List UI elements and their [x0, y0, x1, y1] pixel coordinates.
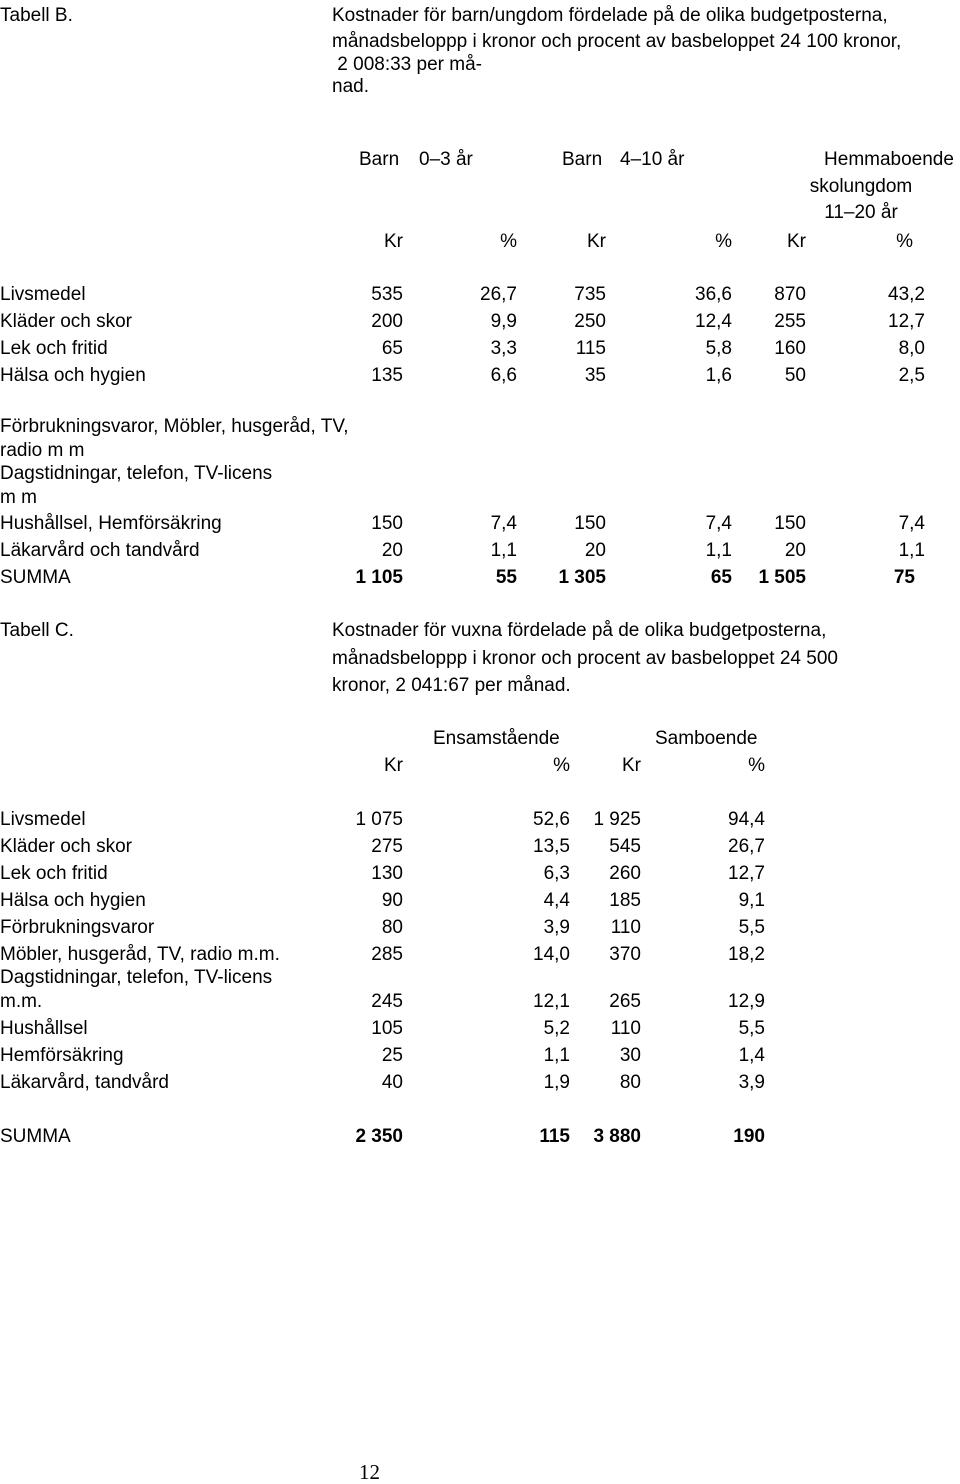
cell: 160 [774, 338, 806, 359]
cell: 1,6 [705, 365, 732, 386]
cell: 1 075 [355, 809, 403, 830]
group-header-line: Hemmaboende [824, 149, 954, 170]
cell: 150 [574, 513, 606, 534]
unit-header: Kr [787, 231, 806, 252]
cell: 115 [539, 1126, 570, 1147]
group-header-line: 11–20 år [824, 202, 898, 223]
cell: 1,1 [898, 540, 925, 561]
row-label: Möbler, husgeråd, TV, radio m.m. [0, 944, 280, 965]
cell: 1,1 [543, 1045, 570, 1066]
cell: 110 [610, 917, 641, 938]
cell: 40 [381, 1072, 403, 1093]
cell: 18,2 [728, 944, 765, 965]
cell: 150 [371, 513, 403, 534]
cell: 5,5 [738, 1018, 765, 1039]
cell: 80 [381, 917, 403, 938]
cell: 12,7 [728, 863, 765, 884]
cell: 285 [371, 944, 403, 965]
group-header: Samboende [655, 728, 758, 749]
cell: 1 305 [558, 567, 606, 588]
row-label: Hälsa och hygien [0, 365, 146, 386]
cell: 9,1 [738, 890, 765, 911]
cell: 190 [733, 1126, 765, 1147]
caption-line: månadsbeloppp i kronor och procent av basbeloppet 24 100 kronor, [332, 31, 902, 52]
cell: 1,4 [738, 1045, 765, 1066]
cell: 1,9 [543, 1072, 570, 1093]
caption-line: nad. [332, 76, 369, 97]
cell: 65 [710, 567, 732, 588]
cell: 370 [609, 944, 641, 965]
cell: 3,3 [490, 338, 517, 359]
cell: 12,9 [728, 991, 765, 1012]
row-label-continued: m.m. [0, 991, 43, 1012]
row-label: Dagstidningar, telefon, TV-licens [0, 463, 273, 484]
cell: 13,5 [533, 836, 570, 857]
caption-line: Kostnader för vuxna fördelade på de olika budgetposterna, [332, 620, 827, 641]
caption-line: Kostnader för barn/ungdom fördelade på de olika budgetposterna, [332, 5, 888, 26]
cell: 255 [774, 311, 806, 332]
table-c-label: Tabell C. [0, 620, 74, 641]
cell: 75 [893, 567, 915, 588]
unit-header: Kr [384, 231, 403, 252]
row-label: Lek och fritid [0, 863, 108, 884]
cell: 1 105 [355, 567, 403, 588]
unit-header: Kr [587, 231, 606, 252]
cell: 130 [371, 863, 403, 884]
cell: 12,7 [888, 311, 925, 332]
cell: 14,0 [533, 944, 570, 965]
cell: 8,0 [898, 338, 925, 359]
row-label: Hushållsel, Hemförsäkring [0, 513, 222, 534]
row-label: Hälsa och hygien [0, 890, 146, 911]
row-label: Förbrukningsvaror [0, 917, 155, 938]
row-label: Hemförsäkring [0, 1045, 124, 1066]
cell: 20 [584, 540, 606, 561]
cell: 250 [574, 311, 606, 332]
cell: 7,4 [705, 513, 732, 534]
unit-header: % [553, 755, 570, 776]
row-label: Lek och fritid [0, 338, 108, 359]
group-header-age: 0–3 år [419, 149, 473, 170]
row-label: Kläder och skor [0, 311, 133, 332]
table-b-label: Tabell B. [0, 5, 73, 26]
cell: 12,1 [533, 991, 570, 1012]
cell: 2,5 [898, 365, 925, 386]
cell: 3 880 [593, 1126, 641, 1147]
caption-line: månadsbeloppp i kronor och procent av basbeloppet 24 500 [332, 648, 838, 669]
cell: 200 [371, 311, 403, 332]
page-number: 12 [359, 1460, 380, 1484]
cell: 35 [584, 365, 606, 386]
cell: 185 [609, 890, 641, 911]
group-header-age: 4–10 år [620, 149, 685, 170]
cell: 4,4 [543, 890, 570, 911]
cell: 545 [609, 836, 641, 857]
cell: 5,2 [543, 1018, 570, 1039]
cell: 3,9 [543, 917, 570, 938]
cell: 50 [784, 365, 806, 386]
cell: 20 [784, 540, 806, 561]
group-header-line: skolungdom [809, 176, 913, 197]
unit-header: % [748, 755, 765, 776]
cell: 245 [371, 991, 403, 1012]
cell: 80 [619, 1072, 641, 1093]
row-label: Hushållsel [0, 1018, 88, 1039]
cell: 6,3 [543, 863, 570, 884]
cell: 94,4 [728, 809, 765, 830]
cell: 110 [610, 1018, 641, 1039]
cell: 265 [609, 991, 641, 1012]
cell: 43,2 [888, 284, 925, 305]
cell: 260 [609, 863, 641, 884]
cell: 5,8 [705, 338, 732, 359]
cell: 535 [371, 284, 403, 305]
unit-header: % [500, 231, 517, 252]
cell: 30 [619, 1045, 641, 1066]
row-label: Dagstidningar, telefon, TV-licens [0, 967, 273, 988]
cell: 6,6 [490, 365, 517, 386]
cell: 36,6 [695, 284, 732, 305]
cell: 150 [774, 513, 806, 534]
cell: 12,4 [695, 311, 732, 332]
cell: 105 [371, 1018, 403, 1039]
unit-header: % [715, 231, 732, 252]
unit-header: % [896, 231, 913, 252]
cell: 275 [371, 836, 403, 857]
row-label: m m [0, 487, 37, 508]
caption-line: kronor, 2 041:67 per månad. [332, 675, 571, 696]
cell: 735 [574, 284, 606, 305]
row-label: SUMMA [0, 1126, 71, 1147]
cell: 1,1 [705, 540, 732, 561]
row-label: Livsmedel [0, 284, 86, 305]
unit-header: Kr [384, 755, 403, 776]
cell: 5,5 [738, 917, 765, 938]
cell: 1 925 [593, 809, 641, 830]
row-label: Läkarvård, tandvård [0, 1072, 169, 1093]
cell: 2 350 [355, 1126, 403, 1147]
row-label: Förbrukningsvaror, Möbler, husgeråd, TV, [0, 416, 349, 437]
cell: 25 [381, 1045, 403, 1066]
unit-header: Kr [622, 755, 641, 776]
group-header-word: Barn [359, 149, 400, 170]
cell: 1,1 [490, 540, 517, 561]
cell: 7,4 [490, 513, 517, 534]
cell: 26,7 [480, 284, 517, 305]
cell: 3,9 [738, 1072, 765, 1093]
row-label: SUMMA [0, 567, 71, 588]
cell: 7,4 [898, 513, 925, 534]
row-label: radio m m [0, 440, 85, 461]
cell: 55 [495, 567, 517, 588]
caption-line: 2 008:33 per må- [332, 54, 482, 75]
group-header-word: Barn [562, 149, 603, 170]
cell: 115 [575, 338, 606, 359]
row-label: Kläder och skor [0, 836, 133, 857]
cell: 20 [381, 540, 403, 561]
cell: 90 [381, 890, 403, 911]
cell: 65 [381, 338, 403, 359]
group-header: Ensamstående [433, 728, 560, 749]
cell: 1 505 [758, 567, 806, 588]
cell: 135 [371, 365, 403, 386]
cell: 52,6 [533, 809, 570, 830]
cell: 26,7 [728, 836, 765, 857]
row-label: Läkarvård och tandvård [0, 540, 200, 561]
cell: 9,9 [490, 311, 517, 332]
cell: 870 [774, 284, 806, 305]
row-label: Livsmedel [0, 809, 86, 830]
